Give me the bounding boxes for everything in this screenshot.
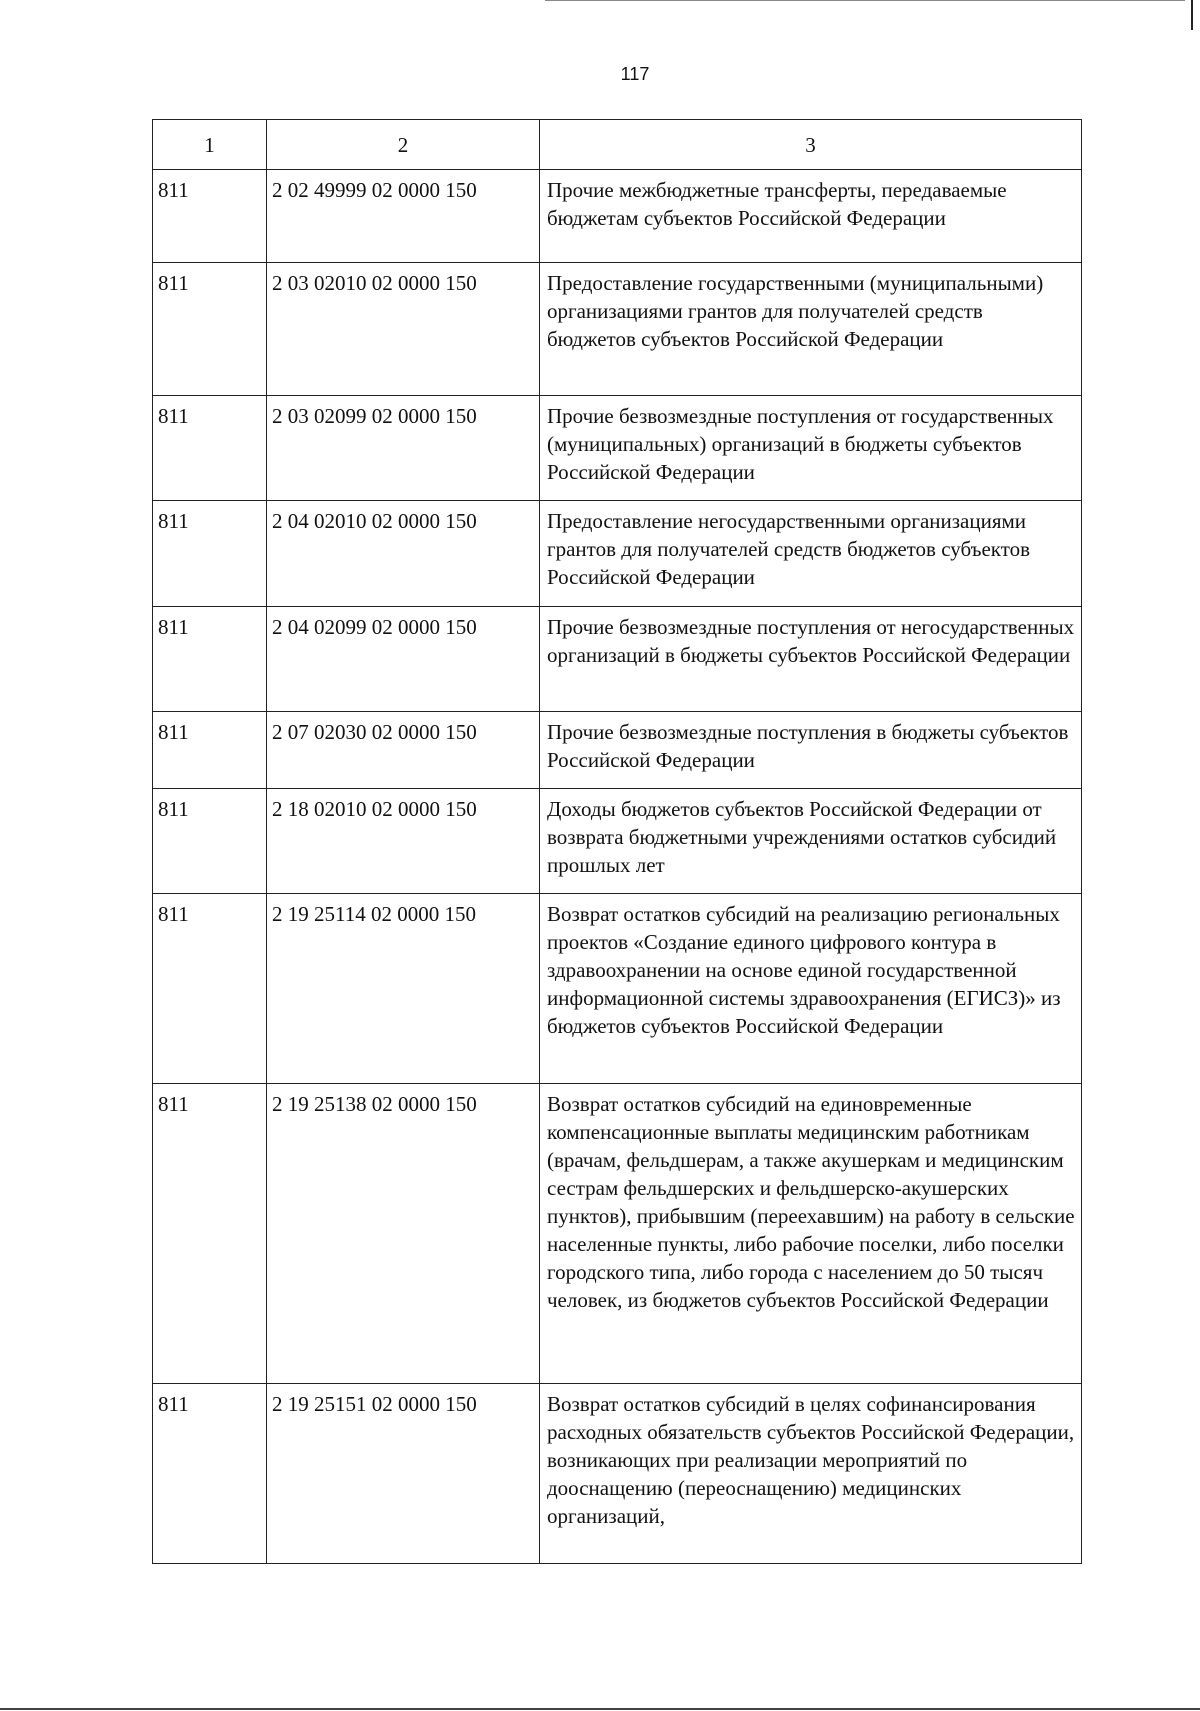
description-cell: Прочие безвозмездные поступления в бюджеты субъектов Российской Федерации xyxy=(540,712,1082,789)
description-cell: Предоставление негосударственными организациями грантов для получателей средств бюджетов субъектов Российской Федерации xyxy=(540,501,1082,607)
description-cell: Прочие безвозмездные поступления от государственных (муниципальных) организаций в бюджеты субъектов Российской Федерации xyxy=(540,396,1082,501)
table-row xyxy=(153,396,1082,501)
table-row xyxy=(153,501,1082,607)
admin-code-cell: 811 xyxy=(153,501,267,607)
budget-code-cell: 2 03 02010 02 0000 150 xyxy=(267,263,540,396)
description-cell: Предоставление государственными (муниципальными) организациями грантов для получателей средств бюджетов субъектов Российской Федерации xyxy=(540,263,1082,396)
table-row xyxy=(153,607,1082,712)
budget-code-cell: 2 07 02030 02 0000 150 xyxy=(267,712,540,789)
admin-code-cell: 811 xyxy=(153,894,267,1084)
budget-codes-table xyxy=(152,119,1082,1564)
admin-code-cell: 811 xyxy=(153,170,267,263)
table-row xyxy=(153,789,1082,894)
description-cell: Возврат остатков субсидий на реализацию региональных проектов «Создание единого цифрового контура в здравоохранении на основе единой государственной информационной системы здравоохранения (ЕГИСЗ)» из бюджетов субъектов Российской Федерации xyxy=(540,894,1082,1084)
budget-code-cell: 2 03 02099 02 0000 150 xyxy=(267,396,540,501)
admin-code-cell: 811 xyxy=(153,712,267,789)
page-number: 117 xyxy=(620,64,650,84)
table-row xyxy=(153,170,1082,263)
scan-bottom-edge-line xyxy=(0,1708,1200,1710)
description-cell: Возврат остатков субсидий на единовременные компенсационные выплаты медицинским работникам (врачам, фельдшерам, а также акушеркам и медицинским сестрам фельдшерских и фельдшерско-акушерских пунктов), прибывшим (переехавшим) на работу в сельские населенные пункты, либо рабочие поселки, либо поселки городского типа, либо города с населением до 50 тысяч человек, из бюджетов субъектов Российской Федерации xyxy=(540,1084,1082,1384)
budget-code-cell: 2 19 25138 02 0000 150 xyxy=(267,1084,540,1384)
column-header-name: 3 xyxy=(540,120,1082,170)
admin-code-cell: 811 xyxy=(153,1084,267,1384)
table-row xyxy=(153,1084,1082,1384)
scan-right-edge-mark xyxy=(1191,0,1193,30)
budget-code-cell: 2 04 02099 02 0000 150 xyxy=(267,607,540,712)
budget-code-cell: 2 19 25151 02 0000 150 xyxy=(267,1384,540,1564)
admin-code-cell: 811 xyxy=(153,1384,267,1564)
table-row xyxy=(153,263,1082,396)
admin-code-cell: 811 xyxy=(153,263,267,396)
budget-code-cell: 2 02 49999 02 0000 150 xyxy=(267,170,540,263)
column-header-admin: 1 xyxy=(153,120,267,170)
description-cell: Прочие межбюджетные трансферты, передаваемые бюджетам субъектов Российской Федерации xyxy=(540,170,1082,263)
admin-code-cell: 811 xyxy=(153,789,267,894)
column-header-code: 2 xyxy=(267,120,540,170)
description-cell: Прочие безвозмездные поступления от негосударственных организаций в бюджеты субъектов Российской Федерации xyxy=(540,607,1082,712)
budget-code-cell: 2 18 02010 02 0000 150 xyxy=(267,789,540,894)
admin-code-cell: 811 xyxy=(153,396,267,501)
table-header-row xyxy=(153,120,1082,170)
scan-top-edge-line xyxy=(545,0,1185,1)
description-cell: Доходы бюджетов субъектов Российской Федерации от возврата бюджетными учреждениями остатков субсидий прошлых лет xyxy=(540,789,1082,894)
table-row xyxy=(153,894,1082,1084)
admin-code-cell: 811 xyxy=(153,607,267,712)
table-row xyxy=(153,712,1082,789)
table-row xyxy=(153,1384,1082,1564)
description-cell: Возврат остатков субсидий в целях софинансирования расходных обязательств субъектов Российской Федерации, возникающих при реализации мероприятий по дооснащению (переоснащению) медицинских организаций, xyxy=(540,1384,1082,1564)
budget-code-cell: 2 19 25114 02 0000 150 xyxy=(267,894,540,1084)
budget-code-cell: 2 04 02010 02 0000 150 xyxy=(267,501,540,607)
